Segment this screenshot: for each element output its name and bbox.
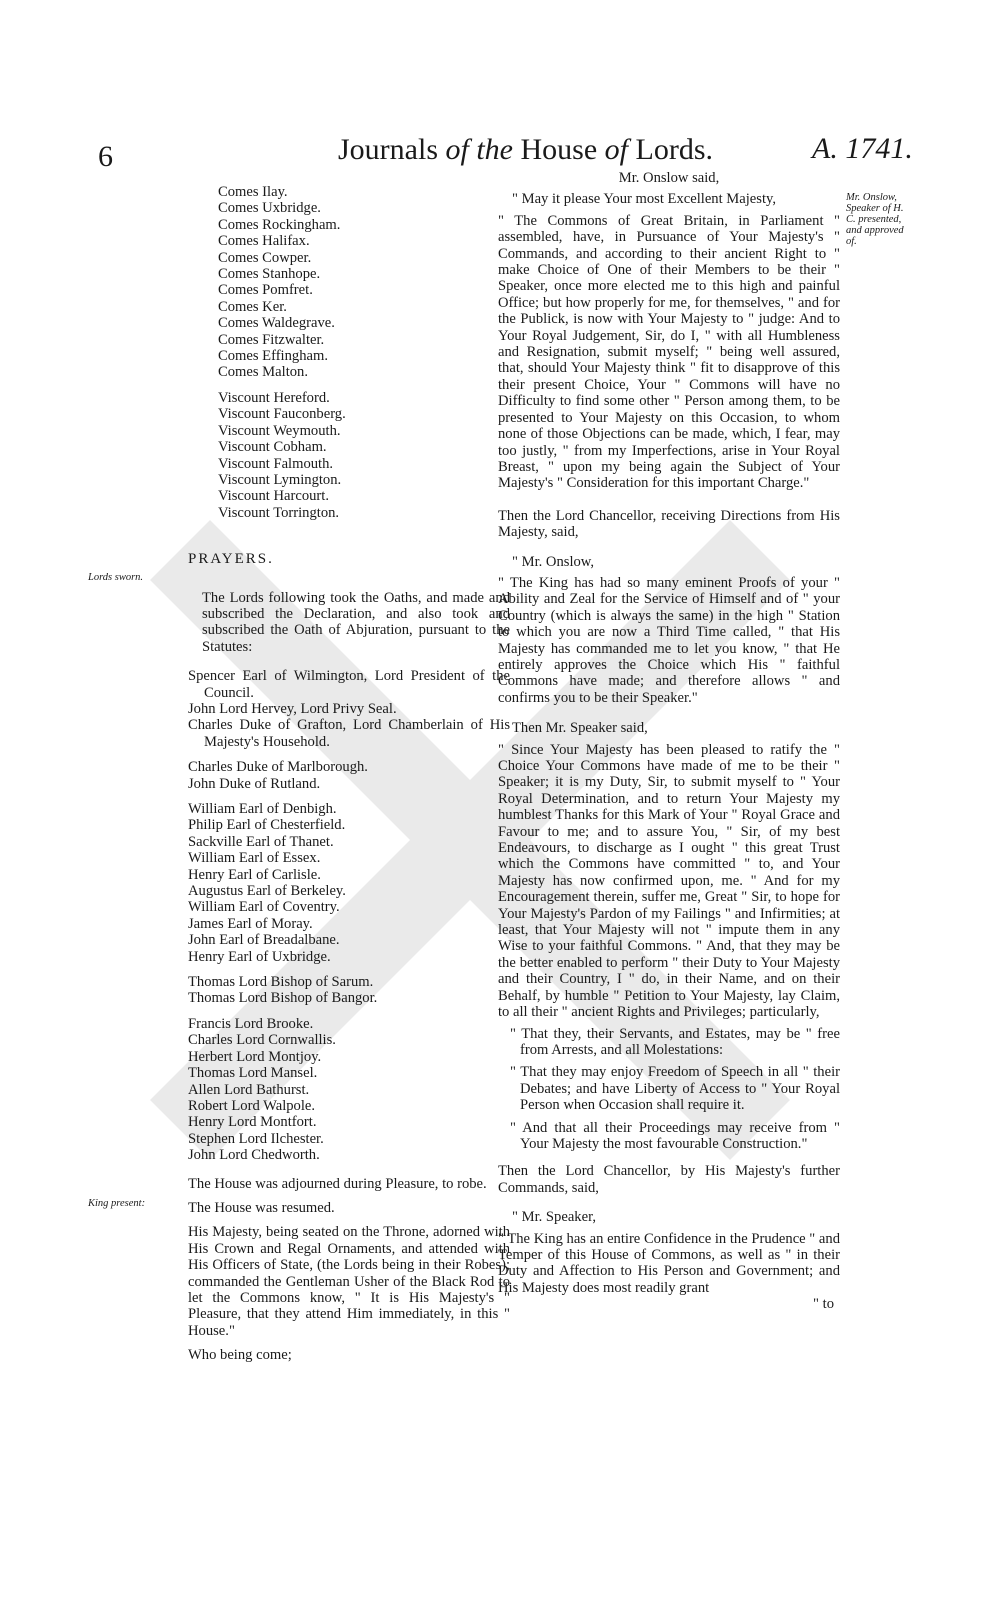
list-item: Comes Halifax. <box>218 233 310 250</box>
margin-note-onslow: Mr. Onslow, Speaker of H. C. presented, and approved of. <box>846 192 904 247</box>
title-word: of <box>604 133 628 166</box>
who-come-text: Who being come; <box>188 1347 292 1364</box>
privilege-arrests: " That they, their Servants, and Estates, may be " free from Arrests, and all Molestations: <box>510 1025 840 1058</box>
list-item: Comes Waldegrave. <box>218 315 335 332</box>
page-number: 6 <box>98 140 113 173</box>
list-item: Viscount Hereford. <box>218 389 330 406</box>
list-item: John Earl of Breadalbane. <box>188 932 340 949</box>
list-item: Herbert Lord Montjoy. <box>188 1048 322 1065</box>
address-salutation: " May it please Your most Excellent Majesty, <box>512 191 777 208</box>
speaker-said: Then Mr. Speaker said, <box>512 720 648 737</box>
catchword: " to <box>813 1296 834 1313</box>
list-item: Viscount Fauconberg. <box>218 406 346 423</box>
list-item: Comes Cowper. <box>218 249 312 266</box>
list-item: Comes Fitzwalter. <box>218 331 325 348</box>
margin-note-lords-sworn: Lords sworn. <box>88 572 144 583</box>
list-item: Comes Effingham. <box>218 348 328 365</box>
list-item: Thomas Lord Bishop of Sarum. <box>188 974 374 991</box>
list-item: Comes Ker. <box>218 298 287 315</box>
lords-list <box>188 1016 510 1164</box>
onslow-said: Mr. Onslow said, <box>618 170 720 186</box>
salutation-speaker: " Mr. Speaker, <box>512 1209 596 1226</box>
list-item: John Lord Hervey, Lord Privy Seal. <box>188 700 397 717</box>
list-item: Francis Lord Brooke. <box>188 1015 314 1032</box>
list-item: Robert Lord Walpole. <box>188 1097 316 1114</box>
list-item: William Earl of Essex. <box>188 850 321 867</box>
list-item: Comes Ilay. <box>218 184 288 200</box>
privilege-proceedings: " And that all their Proceedings may receive from " Your Majesty the most favourable Construction." <box>510 1119 840 1152</box>
list-item: Viscount Lymington. <box>218 471 342 488</box>
list-item: Spencer Earl of Wilmington, Lord President of the Council. <box>188 668 510 701</box>
privilege-speech: " That they may enjoy Freedom of Speech in all " their Debates; and have Liberty of Access to " Your Royal Person when Occasion shall require it. <box>510 1064 840 1114</box>
list-item: John Lord Chedworth. <box>188 1147 320 1164</box>
list-item: Viscount Torrington. <box>218 504 340 521</box>
page-title <box>338 133 713 167</box>
list-item: Charles Duke of Grafton, Lord Chamberlain of His Majesty's Household. <box>188 717 510 750</box>
list-item: Philip Earl of Chesterfield. <box>188 817 346 834</box>
prayers-heading: PRAYERS. <box>188 551 274 568</box>
chancellor-direction-2: Then the Lord Chancellor, by His Majesty's further Commands, said, <box>498 1163 840 1196</box>
right-column <box>498 170 840 1313</box>
list-item: William Earl of Denbigh. <box>188 801 337 817</box>
chancellor-speech-2: " The King has an entire Confidence in the Prudence " and Temper of this House of Commons, as well as " in their Duty and Affection to His Person and Government; and His Majesty does most readily grant <box>498 1230 840 1296</box>
list-item: Allen Lord Bathurst. <box>188 1081 310 1098</box>
comites-list <box>188 184 510 381</box>
list-item: Comes Stanhope. <box>218 266 321 283</box>
list-item: Comes Pomfret. <box>218 282 313 299</box>
resumed-text: The House was resumed. <box>188 1199 335 1216</box>
page-year: A. 1741. <box>812 132 913 165</box>
list-item: Viscount Harcourt. <box>218 488 329 505</box>
viscounts-list <box>188 390 510 521</box>
list-item: Viscount Weymouth. <box>218 422 341 439</box>
title-word: the <box>476 133 513 166</box>
chancellor-direction-1: Then the Lord Chancellor, receiving Directions from His Majesty, said, <box>498 507 840 541</box>
adjourned-text: The House was adjourned during Pleasure, to robe. <box>188 1175 487 1192</box>
list-item: John Duke of Rutland. <box>188 775 321 792</box>
onslow-speech: " The Commons of Great Britain, in Parliament " assembled, have, in Pursuance of Your Majesty's " Commands, and according to their ancient Right to " make Choice of One of their Members to be their " Speaker, once more elected me to this high and painful Office; but how properly for me, for themselves, " and for the Publick, is now with Your Majesty to " judge: And to Your Royal Judgement, Sir, do I, " with all Humbleness and Resignation, submit myself; " being well assured, that, should Your Majesty think " fit to disapprove of this their present Choice, Your " Commons will have no Difficulty to find some other " Person among them, to be presented to Your Majesty on this Occasion, to whom none of those Objections can be made, which, I fear, may too justly, " from my Imperfections, arise in Your Royal Breast, " upon my being again the Subject of Your Majesty's " Consideration for this important Charge." <box>498 212 840 492</box>
list-item: Stephen Lord Ilchester. <box>188 1130 324 1147</box>
list-item: Thomas Lord Bishop of Bangor. <box>188 990 378 1007</box>
king-present-paragraph: His Majesty, being seated on the Throne, adorned with His Crown and Regal Ornaments, and attended with His Officers of State, (the Lords being in their Robes); commanded the Gentleman Usher of the Black Rod to let the Commons know, " It is His Majesty's " Pleasure, that they attend Him immediately, in this " House." <box>188 1224 510 1339</box>
earls-list <box>188 801 510 965</box>
list-item: Comes Rockingham. <box>218 216 341 233</box>
list-item: Henry Lord Montfort. <box>188 1114 317 1131</box>
list-item: Thomas Lord Mansel. <box>188 1065 318 1082</box>
list-item: Charles Lord Cornwallis. <box>188 1032 336 1049</box>
list-item: Comes Uxbridge. <box>218 200 321 217</box>
list-item: Viscount Falmouth. <box>218 455 334 472</box>
list-item: Sackville Earl of Thanet. <box>188 833 334 850</box>
officers-list <box>188 668 510 750</box>
speaker-speech: " Since Your Majesty has been pleased to ratify the " Choice Your Commons have made of me to be their " Speaker; it is my Duty, Sir, to submit myself to " Your Royal Determination, and to return Your Majesty my humblest Thanks for this Mark of Your " Royal Grace and Favour to me; and to assure You, " Sir, of my best Endeavours, to discharge as I ought " this great Trust which the Commons have committed " to, and Your Majesty has now confirmed upon, me. " And for my Encouragement therein, suffer me, Great " Sir, to hope for Your Majesty's Pardon of my Failings " and Infirmities; at least, that Your Majesty will not " impute them in any Wise to your faithful Commons. " And, that they may be the better enabled to perform " their Duty to Your Majesty and their Country, I " do, in their Name, and on their Behalf, by humble " Petition to Your Majesty, lay Claim, to all their " ancient Rights and Privileges; particularly, <box>498 741 840 1021</box>
sworn-intro: The Lords following took the Oaths, and made and subscribed the Declaration, and also took and subscribed the Oath of Abjuration, pursuant to the Statutes: <box>202 589 510 655</box>
list-item: Viscount Cobham. <box>218 439 327 456</box>
list-item: Comes Malton. <box>218 364 308 381</box>
margin-note-king-present: King present: <box>88 1198 146 1209</box>
title-word: House <box>520 133 598 166</box>
title-word: Lords. <box>635 133 713 166</box>
list-item: William Earl of Coventry. <box>188 899 340 916</box>
left-column <box>188 184 510 1372</box>
list-item: Augustus Earl of Berkeley. <box>188 883 346 900</box>
title-word: of <box>445 133 469 166</box>
title-word: Journals <box>338 133 438 166</box>
bishops-list <box>188 974 510 1007</box>
list-item: James Earl of Moray. <box>188 915 313 932</box>
salutation-onslow: " Mr. Onslow, <box>512 553 595 570</box>
list-item: Henry Earl of Carlisle. <box>188 866 321 883</box>
dukes-list <box>188 759 510 792</box>
chancellor-speech-1: " The King has had so many eminent Proofs of your " Ability and Zeal for the Service of Himself and of " your Country (which is always the same) in the high " Station to which you are now a Third Time called, " that His Majesty has commanded me to let you know, " that He entirely approves the Choice which His " faithful Commons have made; and therefore allows " and confirms you to be their Speaker." <box>498 574 840 706</box>
list-item: Charles Duke of Marlborough. <box>188 759 368 776</box>
list-item: Henry Earl of Uxbridge. <box>188 948 331 965</box>
